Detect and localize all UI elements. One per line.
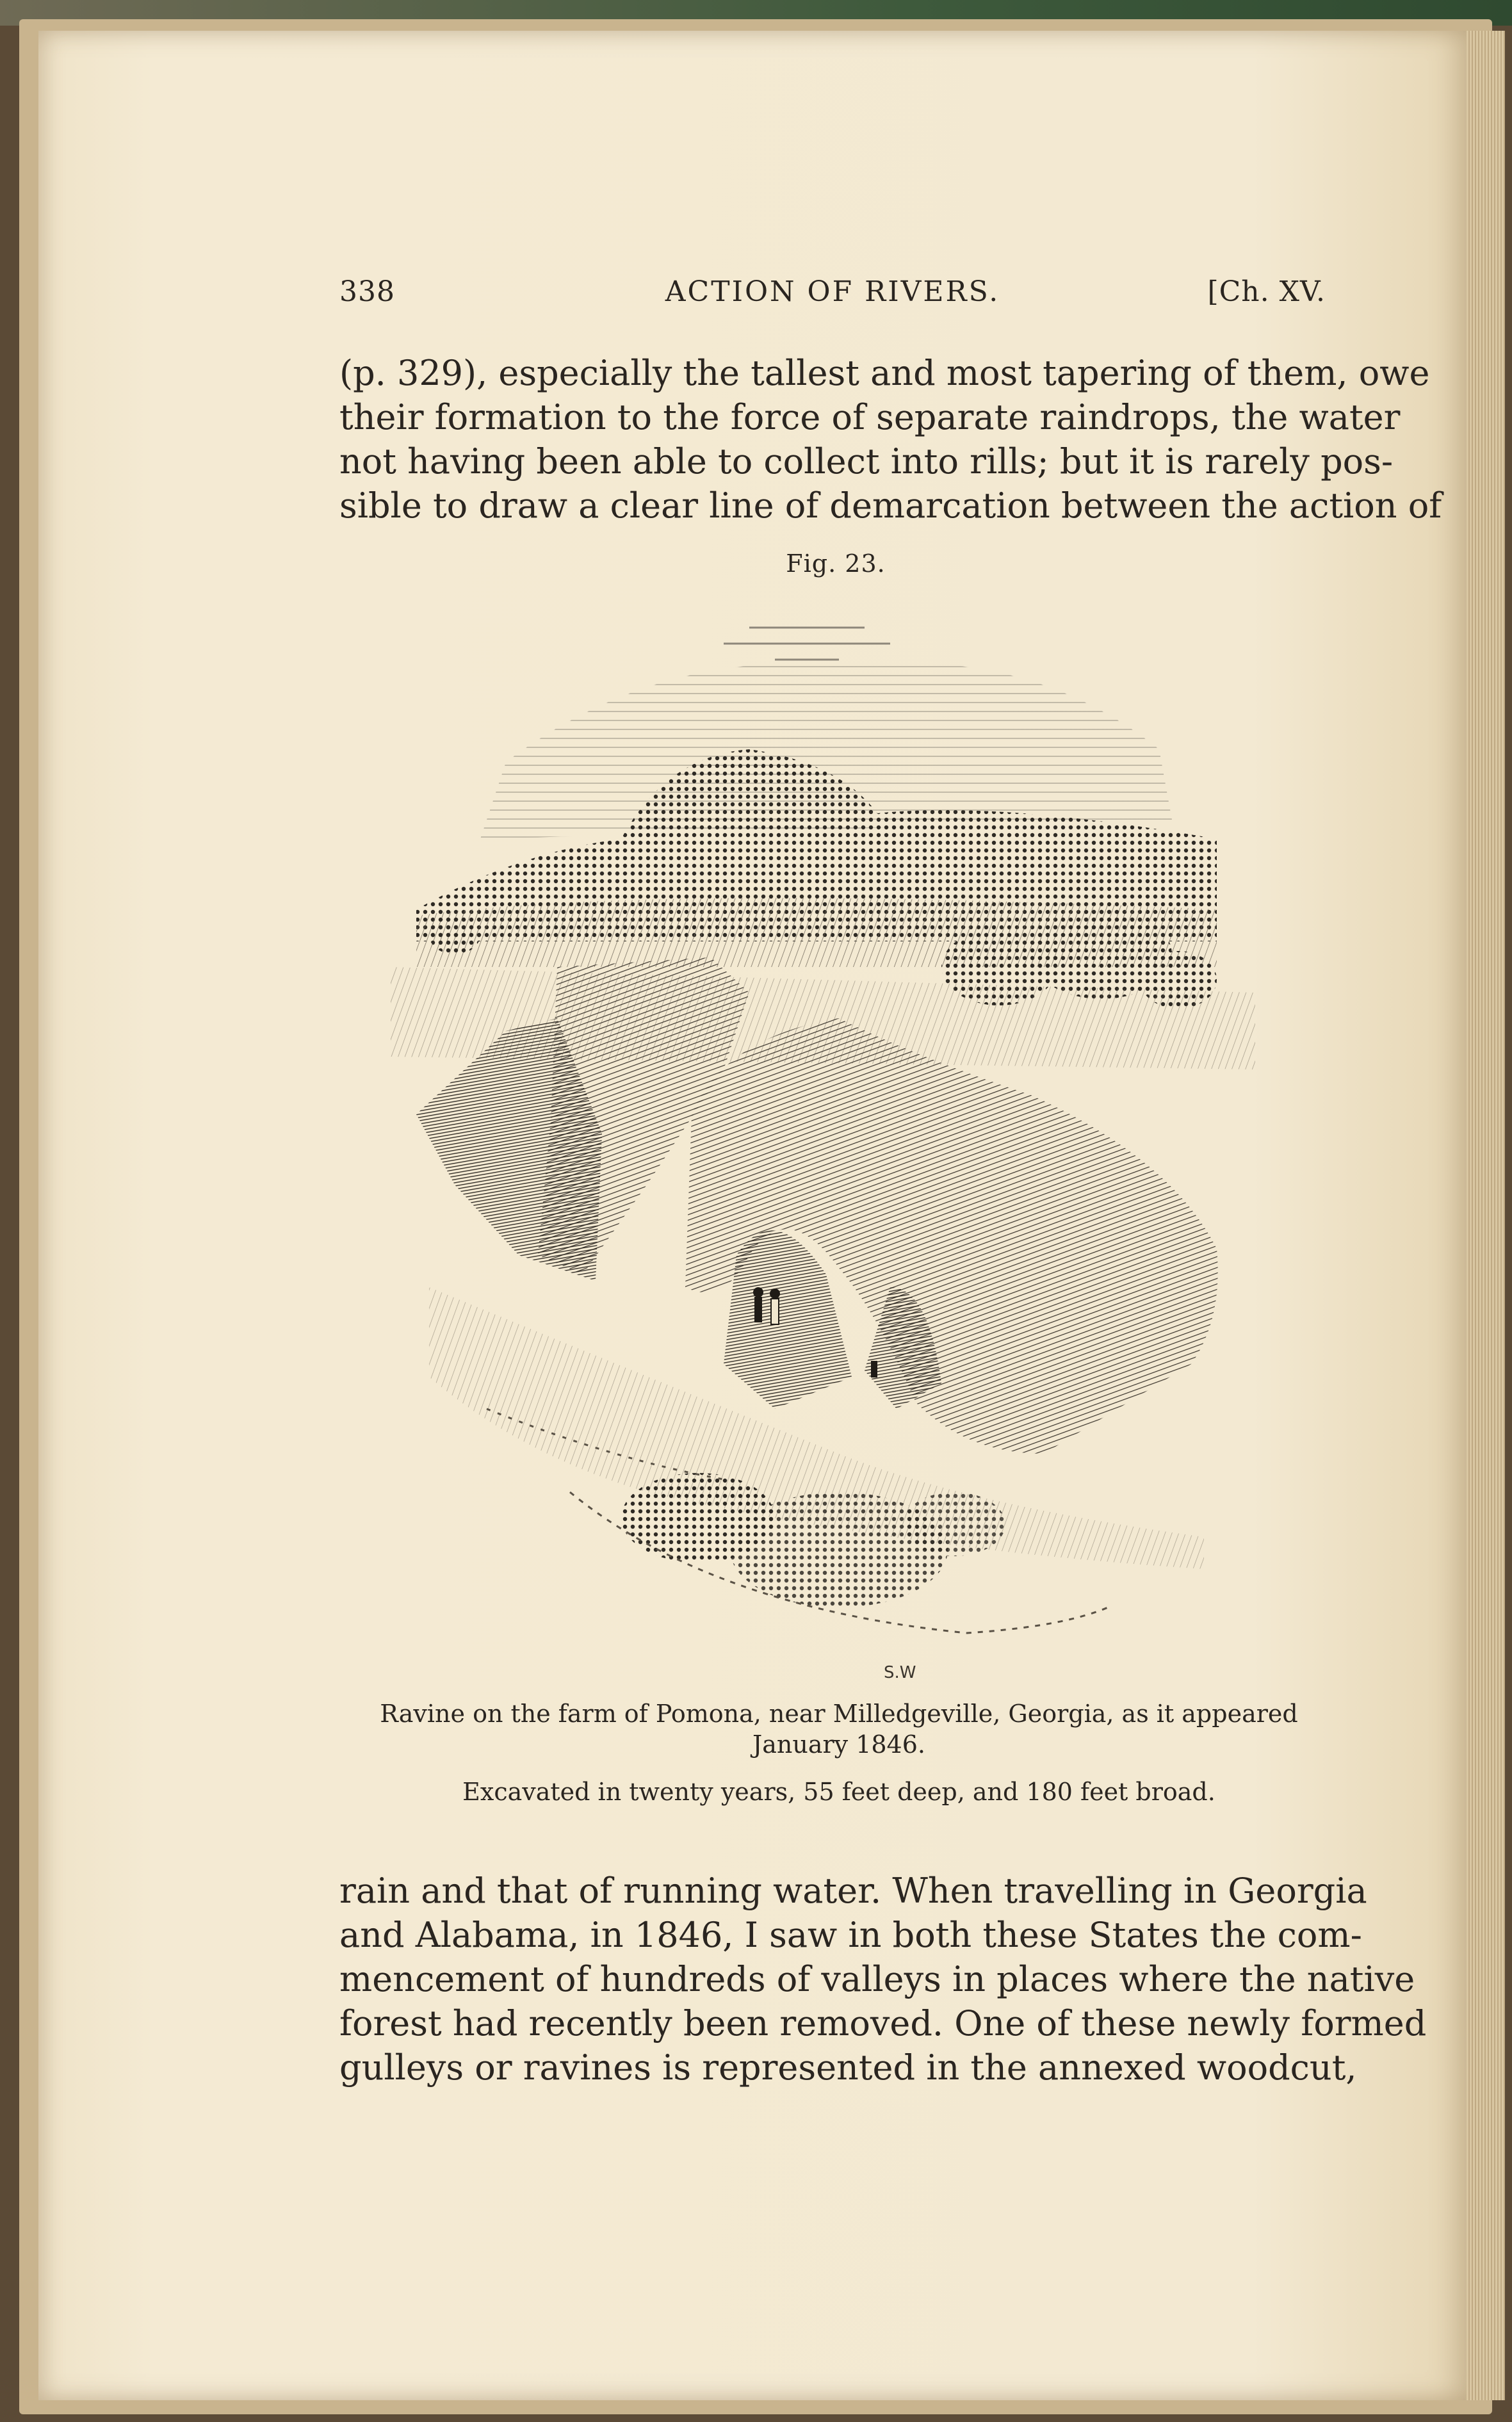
text-line: sible to draw a clear line of demarcation between the action of — [339, 485, 1442, 526]
page-number: 338 — [339, 275, 395, 308]
text-line: (p. 329), especially the tallest and most tapering of them, owe — [339, 353, 1430, 393]
running-header — [339, 275, 1326, 320]
ravine-engraving — [391, 608, 1255, 1691]
paragraph-bottom — [339, 1869, 1427, 2090]
text-line: their formation to the force of separate raindrops, the water — [339, 397, 1401, 437]
text-line: and Alabama, in 1846, I saw in both these States the com- — [339, 1915, 1362, 1955]
running-title: ACTION OF RIVERS. — [665, 275, 1000, 308]
caption-line: Ravine on the farm of Pomona, near Milledgeville, Georgia, as it appeared — [380, 1700, 1298, 1728]
figure-caption — [359, 1698, 1319, 1807]
text-line: gulleys or ravines is represented in the annexed woodcut, — [339, 2047, 1357, 2088]
text-line: not having been able to collect into rills; but it is rarely pos- — [339, 441, 1394, 482]
caption-line: Excavated in twenty years, 55 feet deep, and 180 feet broad. — [462, 1778, 1215, 1806]
engraver-mark: S.W — [884, 1663, 916, 1682]
caption-line: January 1846. — [752, 1730, 925, 1759]
text-line: rain and that of running water. When travelling in Georgia — [339, 1871, 1367, 1911]
chapter-label: [Ch. XV. — [1207, 275, 1326, 308]
figure-label: Fig. 23. — [786, 549, 886, 578]
page-stack-edge — [1467, 31, 1505, 2400]
paragraph-top — [339, 351, 1442, 528]
text-line: mencement of hundreds of valleys in places where the native — [339, 1959, 1415, 1999]
text-line: forest had recently been removed. One of these newly formed — [339, 2003, 1427, 2044]
